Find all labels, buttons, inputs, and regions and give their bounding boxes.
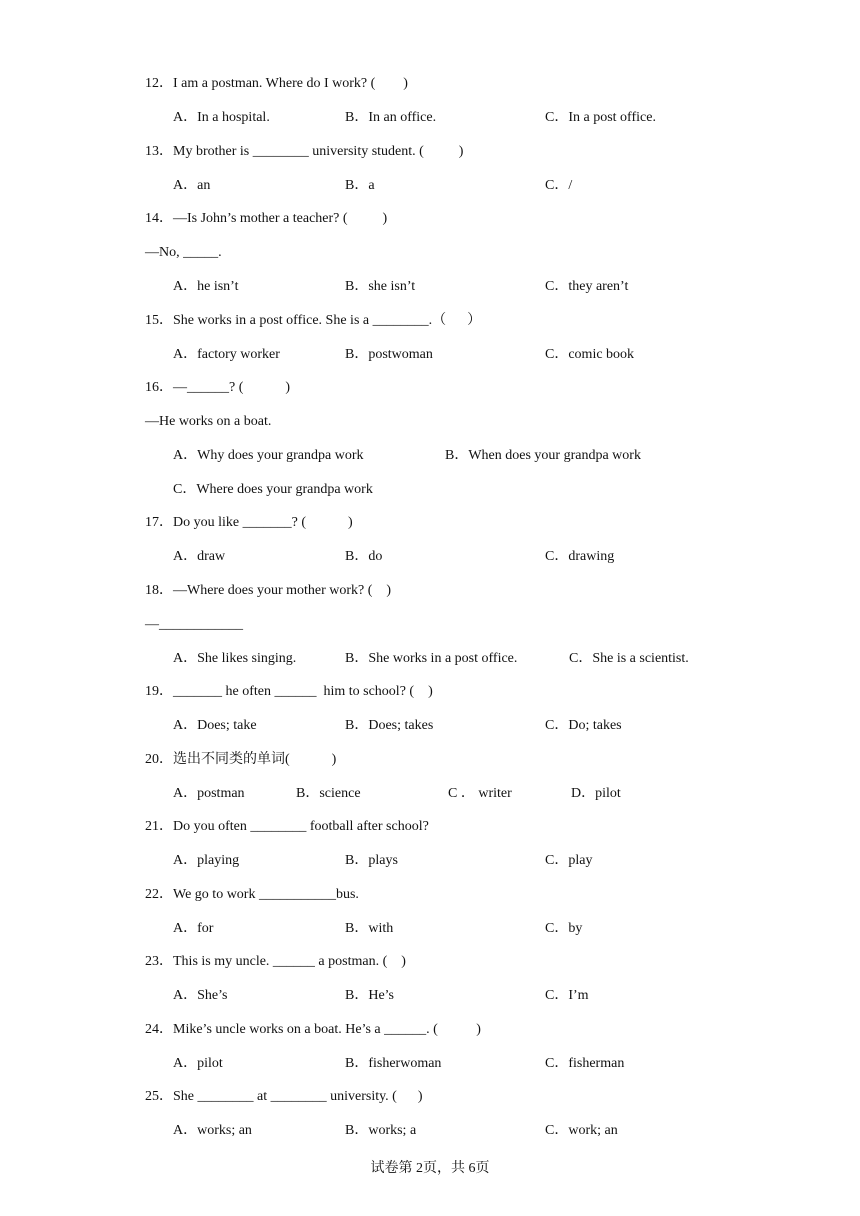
question-16-reply: —He works on a boat. xyxy=(145,414,272,429)
q19-option-c[interactable]: C．Do; takes xyxy=(545,718,622,733)
question-19-stem: 19．_______ he often ______ him to school? ( ) xyxy=(145,684,433,699)
q18-option-b[interactable]: B．She works in a post office. xyxy=(345,651,518,666)
question-16-stem: 16．—______? ( ) xyxy=(145,380,291,395)
q25-option-b[interactable]: B．works; a xyxy=(345,1123,417,1138)
q20-option-c[interactable]: C ． writer xyxy=(448,786,512,801)
q19-option-b[interactable]: B．Does; takes xyxy=(345,718,434,733)
q22-option-b[interactable]: B．with xyxy=(345,921,394,936)
question-12-stem: 12．I am a postman. Where do I work? ( ) xyxy=(145,76,408,91)
q14-option-b[interactable]: B．she isn’t xyxy=(345,279,416,294)
q23-option-a[interactable]: A．She’s xyxy=(173,988,228,1003)
question-20-stem: 20．选出不同类的单词( ) xyxy=(145,752,337,767)
question-23-stem: 23．This is my uncle. ______ a postman. ( ) xyxy=(145,954,406,969)
q17-option-a[interactable]: A．draw xyxy=(173,549,226,564)
question-24-stem: 24．Mike’s uncle works on a boat. He’s a ______. ( ) xyxy=(145,1022,481,1037)
question-17-stem: 17．Do you like _______? ( ) xyxy=(145,515,353,530)
q23-option-b[interactable]: B．He’s xyxy=(345,988,394,1003)
q21-option-b[interactable]: B．plays xyxy=(345,853,398,868)
question-14-stem: 14．—Is John’s mother a teacher? ( ) xyxy=(145,211,388,226)
q19-option-a[interactable]: A．Does; take xyxy=(173,718,257,733)
q24-option-c[interactable]: C．fisherman xyxy=(545,1056,625,1071)
q12-option-a[interactable]: A．In a hospital. xyxy=(173,110,270,125)
q12-option-b[interactable]: B．In an office. xyxy=(345,110,437,125)
q16-option-c[interactable]: C．Where does your grandpa work xyxy=(173,482,373,497)
question-25-stem: 25．She ________ at ________ university. ( ) xyxy=(145,1089,423,1104)
q20-option-a[interactable]: A．postman xyxy=(173,786,245,801)
q14-option-c[interactable]: C．they aren’t xyxy=(545,279,629,294)
q13-option-b[interactable]: B．a xyxy=(345,178,375,193)
q20-option-b[interactable]: B．science xyxy=(296,786,361,801)
q24-option-a[interactable]: A．pilot xyxy=(173,1056,223,1071)
question-15-stem: 15．She works in a post office. She is a ________.（ ） xyxy=(145,313,482,328)
question-13-stem: 13．My brother is ________ university student. ( ) xyxy=(145,144,464,159)
q12-option-c[interactable]: C．In a post office. xyxy=(545,110,656,125)
question-18-stem: 18．—Where does your mother work? ( ) xyxy=(145,583,392,598)
q18-option-c[interactable]: C．She is a scientist. xyxy=(569,651,689,666)
q15-option-c[interactable]: C．comic book xyxy=(545,347,635,362)
q25-option-c[interactable]: C．work; an xyxy=(545,1123,618,1138)
q16-option-b[interactable]: B．When does your grandpa work xyxy=(445,448,641,463)
q25-option-a[interactable]: A．works; an xyxy=(173,1123,252,1138)
q22-option-c[interactable]: C．by xyxy=(545,921,583,936)
question-21-stem: 21．Do you often ________ football after school? xyxy=(145,819,429,834)
q22-option-a[interactable]: A．for xyxy=(173,921,214,936)
q15-option-b[interactable]: B．postwoman xyxy=(345,347,433,362)
q13-option-a[interactable]: A．an xyxy=(173,178,211,193)
question-22-stem: 22．We go to work ___________bus. xyxy=(145,887,359,902)
page-footer: 试卷第 2页，共 6页 xyxy=(370,1161,490,1176)
q13-option-c[interactable]: C．/ xyxy=(545,178,573,193)
q24-option-b[interactable]: B．fisherwoman xyxy=(345,1056,442,1071)
q16-option-a[interactable]: A．Why does your grandpa work xyxy=(173,448,364,463)
q21-option-c[interactable]: C．play xyxy=(545,853,593,868)
q18-option-a[interactable]: A．She likes singing. xyxy=(173,651,297,666)
question-18-reply: —____________ xyxy=(145,617,243,632)
q14-option-a[interactable]: A．he isn’t xyxy=(173,279,239,294)
q15-option-a[interactable]: A．factory worker xyxy=(173,347,280,362)
q21-option-a[interactable]: A．playing xyxy=(173,853,240,868)
q20-option-d[interactable]: D．pilot xyxy=(571,786,621,801)
question-14-reply: —No, _____. xyxy=(145,245,222,260)
q23-option-c[interactable]: C．I’m xyxy=(545,988,589,1003)
q17-option-c[interactable]: C．drawing xyxy=(545,549,615,564)
q17-option-b[interactable]: B．do xyxy=(345,549,383,564)
